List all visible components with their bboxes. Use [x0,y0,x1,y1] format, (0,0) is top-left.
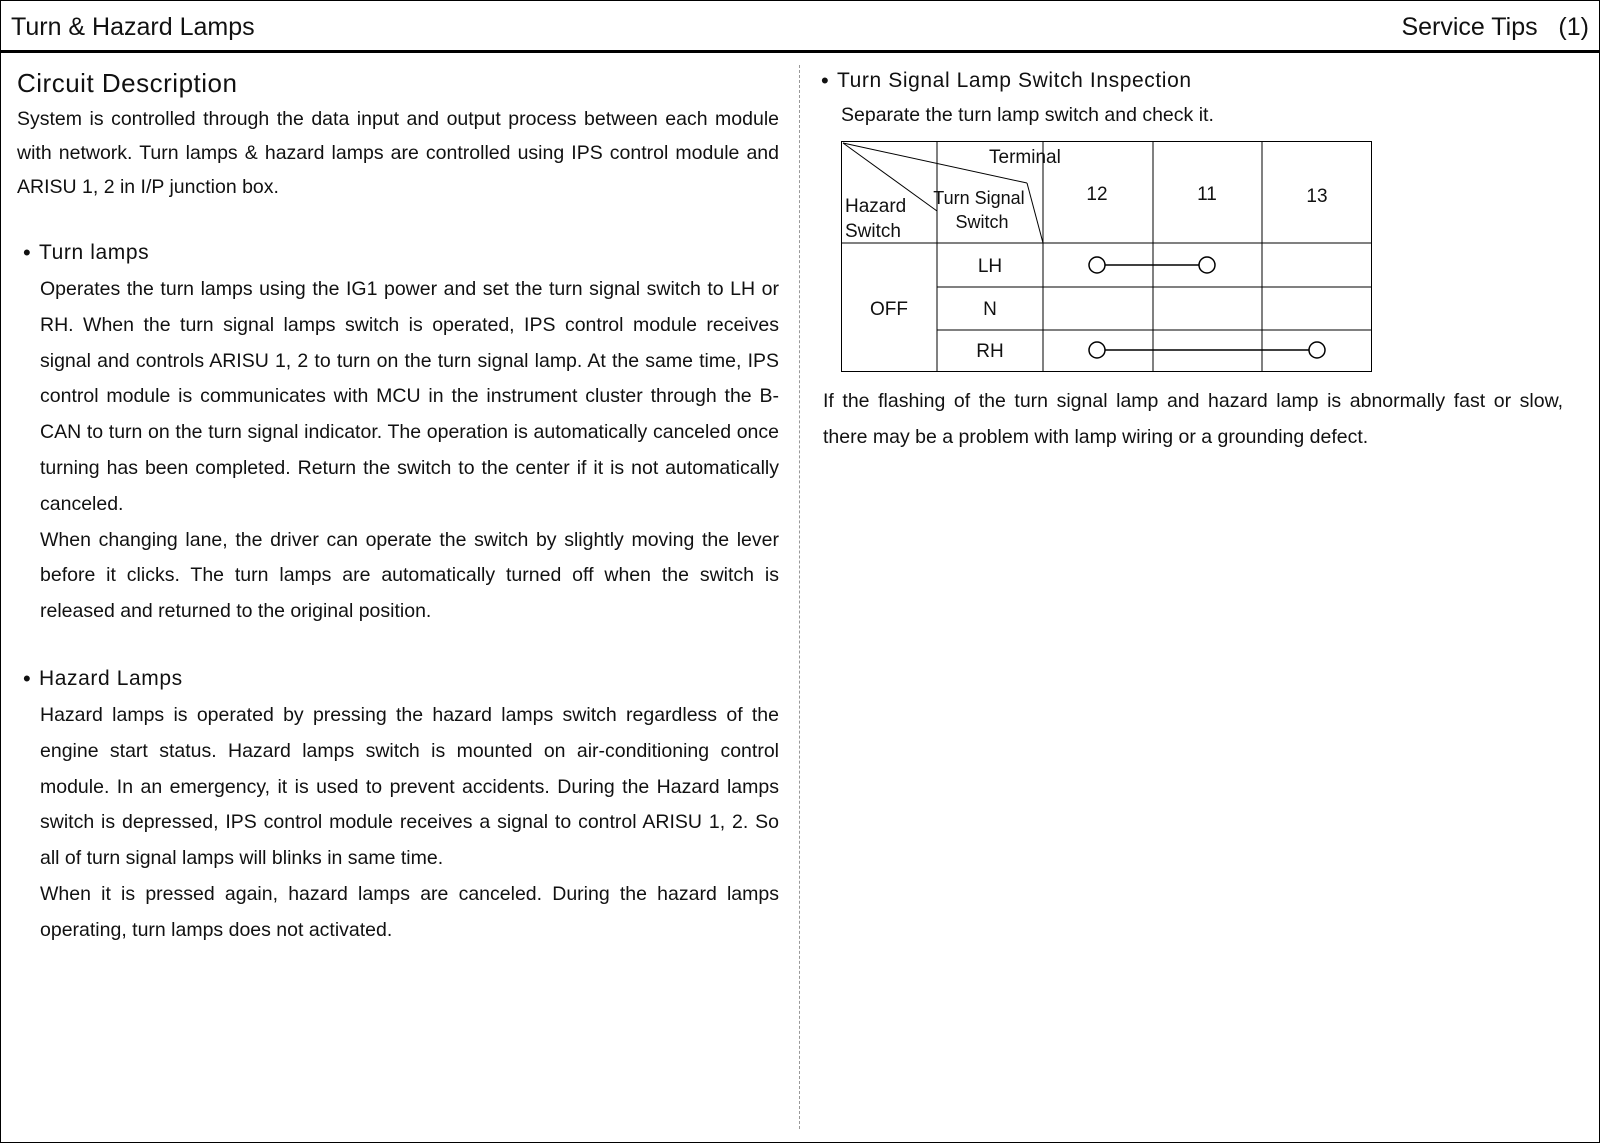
position-cell: N [983,299,997,320]
inspection-title: Turn Signal Lamp Switch Inspection [837,69,1192,92]
hazard-lamps-paragraph-1: Hazard lamps is operated by pressing the hazard lamps switch regardless of the engine start status. Hazard lamps switch is mounted on air-conditioning control module. In an emergency, it is used to prevent accidents. During the Hazard lamps switch is depressed, IPS control module receives a signal to control ARISU 1, 2. So all of turn signal lamps will blinks in same time. [40,703,779,870]
terminal-node-icon [1199,257,1215,273]
position-cell: RH [976,341,1004,362]
turn-lamps-heading [17,238,779,268]
column-divider [799,65,800,1129]
turn-lamps-paragraph-2: When changing lane, the driver can operate the switch by slightly moving the lever before it clicks. The turn lamps are automatically turned off when the switch is released and returned to the original position. [40,528,779,623]
inspection-table [841,141,1373,373]
page-title: Turn & Hazard Lamps [11,13,255,41]
terminal-header: 12 [1086,184,1108,205]
terminal-header: 13 [1306,186,1328,207]
corner-turn-label-1: Turn Signal [933,188,1025,208]
table-border [842,142,1372,372]
intro-paragraph: System is controlled through the data input and output process between each module with network. Turn lamps & hazard lamps are controlled using IPS control module and ARISU 1, 2 in I/P junction box. [17,108,779,198]
inspection-instruction: Separate the turn lamp switch and check it. [841,104,1214,126]
turn-lamps-title: Turn lamps [39,241,150,264]
turn-lamps-paragraph-1: Operates the turn lamps using the IG1 power and set the turn signal switch to LH or RH. When the turn signal lamps switch is operated, IPS control module receives signal and controls ARISU 1, 2 to turn on the turn signal lamp. At the same time, IPS control module is communicates with MCU in the instrument cluster through the B-CAN to turn on the turn signal indicator. The operation is automatically canceled once turning has been completed. Return the switch to the center if it is not automatically canceled. [40,278,779,515]
corner-diagonal [1027,183,1043,243]
hazard-lamps-title: Hazard Lamps [39,666,183,690]
corner-terminal-label: Terminal [989,147,1061,168]
position-cell: LH [977,256,1003,277]
left-column [17,66,779,949]
right-column [819,66,1581,448]
hazard-lamps-heading [17,664,779,694]
bullet-icon: • [821,68,830,93]
page-header [1,1,1599,53]
hazard-lamps-paragraph-2: When it is pressed again, hazard lamps are canceled. During the hazard lamps operating, turn lamps does not activated. [40,882,779,941]
bullet-icon: • [23,240,32,265]
bullet-icon: • [23,665,32,691]
terminal-node-icon [1089,342,1105,358]
terminal-node-icon [1089,257,1105,273]
inspection-heading [819,66,1581,96]
hazard-state-cell: OFF [870,299,908,320]
corner-turn-label-2: Switch [955,212,1009,232]
corner-hazard-label-1: Hazard [845,196,907,217]
section-label: Service Tips (1) [1401,13,1589,41]
inspection-note: If the flashing of the turn signal lamp and hazard lamp is abnormally fast or slow, there may be a problem with lamp wiring or a grounding defect. [823,390,1563,448]
circuit-description-heading: Circuit Description [17,68,238,98]
terminal-header: 11 [1197,184,1217,205]
terminal-node-icon [1309,342,1325,358]
corner-hazard-label-2: Switch [845,221,901,242]
